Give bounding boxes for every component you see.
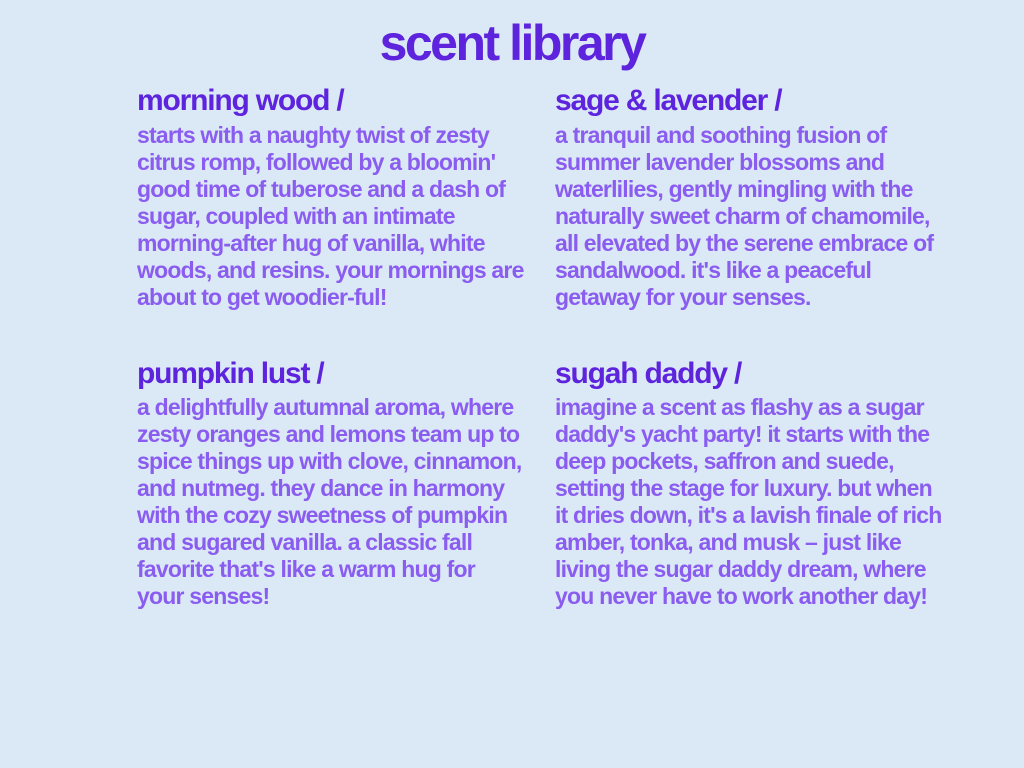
scent-card-morning-wood (137, 84, 527, 311)
scent-description-sage-lavender: a tranquil and soothing fusion of summer lavender blossoms and waterlilies, gently mingling with the naturally sweet charm of chamomile, all elevated by the serene embrace of sandalwood. it's like a peaceful getaway for your senses. (555, 121, 934, 310)
scent-description-pumpkin-lust: a delightfully autumnal aroma, where zesty oranges and lemons team up to spice things up with clove, cinnamon, and nutmeg. they dance in harmony with the cozy sweetness of pumpkin and sugared vanilla. a classic fall favorite that's like a warm hug for your senses! (137, 394, 522, 609)
scent-description-morning-wood: starts with a naughty twist of zesty citrus romp, followed by a bloomin' good time of tuberose and a dash of sugar, coupled with an intimate morning-after hug of vanilla, white woods, and resins. your mornings are about to get woodier-ful! (137, 121, 524, 310)
scent-name-pumpkin-lust: pumpkin lust / (137, 356, 324, 390)
scent-description-sugah-daddy: imagine a scent as flashy as a sugar daddy's yacht party! it starts with the deep pockets, saffron and suede, setting the stage for luxury. but when it dries down, it's a lavish finale of rich amber, tonka, and musk – just like living the sugar daddy dream, where you never have to work another day! (555, 394, 942, 609)
scent-name-sugah-daddy: sugah daddy / (555, 356, 742, 390)
scent-card-pumpkin-lust (137, 357, 527, 611)
page-title: scent library (379, 15, 645, 71)
scent-name-sage-lavender: sage & lavender / (555, 84, 782, 117)
scent-card-sage-lavender (555, 84, 947, 311)
scent-card-sugah-daddy (555, 357, 947, 611)
scent-name-morning-wood: morning wood / (137, 84, 344, 117)
scent-grid (137, 84, 947, 610)
